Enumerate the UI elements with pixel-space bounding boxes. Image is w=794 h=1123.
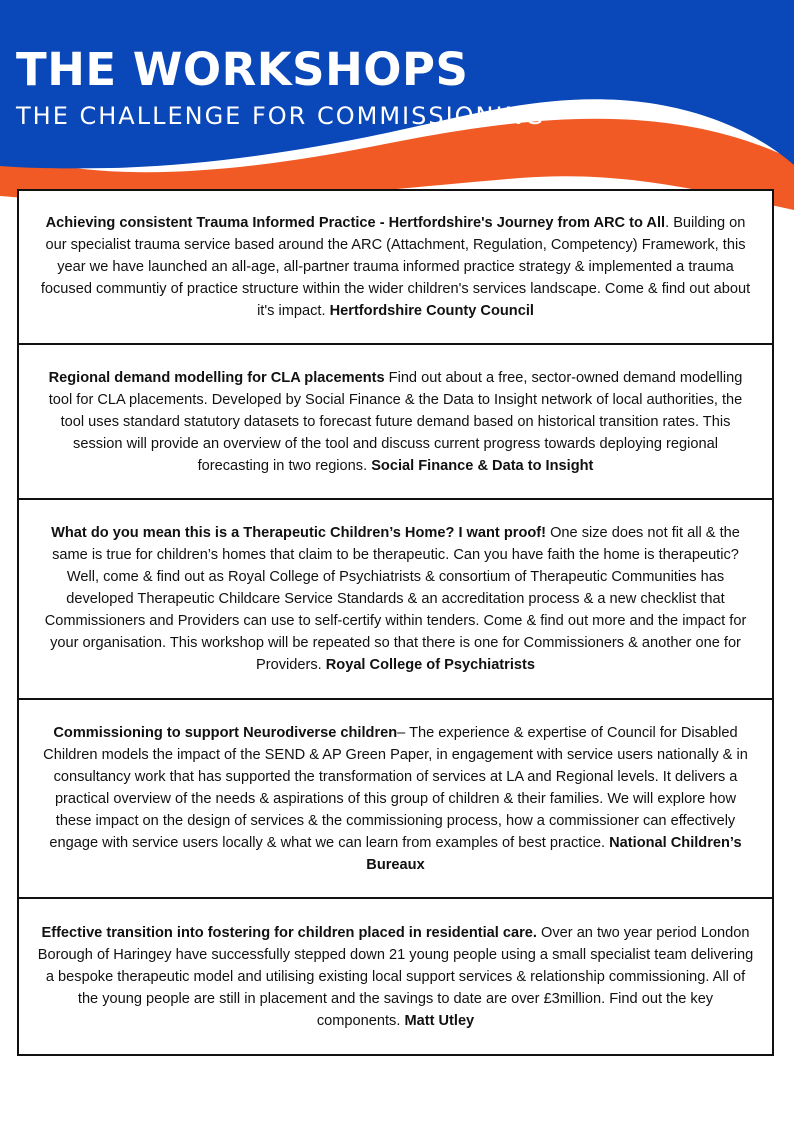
workshop-card-trauma-informed-practice	[17, 189, 774, 345]
workshop-separator: .	[665, 215, 674, 231]
workshop-title: Commissioning to support Neurodiverse children	[53, 724, 398, 741]
workshop-description: One size does not fit all & the same is true for children’s homes that claim to be therapeutic. Can you have faith the home is therapeutic? Well, come & find out as Royal College of Psychiatrists & consortium of Therapeutic Communities has developed Therapeutic Childcare Service Standards & an accreditation process & a new checklist that Commissioners and Providers can use to self-certify within tenders. Come & find out more and the impact for your organisation. This workshop will be repeated so that there is one for Commissioners & another one for Providers.	[44, 525, 747, 673]
header	[16, 40, 545, 132]
page-subtitle: THE CHALLENGE FOR COMMISSIONING	[16, 102, 546, 130]
workshop-text	[37, 922, 754, 1032]
workshop-presenter: Royal College of Psychiatrists	[325, 657, 535, 673]
workshop-description: Building on our specialist trauma service based around the ARC (Attachment, Regulation, Competency) Framework, this year we have launched an all-age, all-partner trauma informed practice strategy & implemented a trauma focused communtiy of practice structure within the wider children's services landscape. Come & find out about it's impact.	[40, 215, 751, 319]
workshop-text	[37, 722, 754, 876]
workshop-list	[17, 189, 774, 1056]
workshop-card-neurodiverse-children	[17, 700, 774, 899]
workshop-title: What do you mean this is a Therapeutic Children’s Home? I want proof!	[51, 525, 546, 541]
workshop-card-demand-modelling	[17, 345, 774, 500]
workshop-title: Achieving consistent Trauma Informed Practice - Hertfordshire's Journey from ARC to All	[45, 215, 666, 231]
workshop-description: Over an two year period London Borough of Haringey have successfully stepped down 21 young people using a small specialist team delivering a bespoke therapeutic model and utilising existing local support services & relationship commissioning. All of the young people are still in placement and the savings to date are over £3million. Find out the key components.	[37, 924, 754, 1029]
workshop-text	[37, 212, 754, 322]
workshop-text	[37, 367, 754, 477]
workshop-separator: –	[397, 724, 410, 741]
workshop-presenter: Social Finance & Data to Insight	[371, 457, 594, 474]
workshop-description: The experience & expertise of Council for Disabled Children models the impact of the SEND & AP Green Paper, in engagement with service users nationally & in consultancy work that has supported the transformation of services at LA and Regional levels. It delivers a practical overview of the needs & aspirations of this group of children & their families. We will explore how these impact on the design of services & the commissioning process, how a commissioner can effectively engage with service users locally & what we can learn from examples of best practice.	[43, 724, 748, 851]
workshop-description: Find out about a free, sector-owned demand modelling tool for CLA placements. Developed by Social Finance & the Data to Insight network of local authorities, the tool uses standard statutory datasets to forecast future demand based on historical transition rates. This session will provide an overview of the tool and discuss current progress towards deploying regional forecasting in two regions.	[48, 369, 743, 474]
workshop-presenter: Matt Utley	[404, 1012, 475, 1029]
workshop-title: Regional demand modelling for CLA placements	[48, 369, 385, 386]
workshop-text	[37, 522, 754, 676]
workshop-card-transition-into-fostering	[17, 899, 774, 1056]
workshop-card-therapeutic-childrens-home	[17, 500, 774, 700]
workshop-title: Effective transition into fostering for children placed in residential care.	[41, 924, 537, 941]
workshop-presenter: National Children’s Bureaux	[366, 834, 742, 873]
page-title: THE WORKSHOPS	[16, 43, 469, 96]
workshop-presenter: Hertfordshire County Council	[329, 303, 534, 319]
